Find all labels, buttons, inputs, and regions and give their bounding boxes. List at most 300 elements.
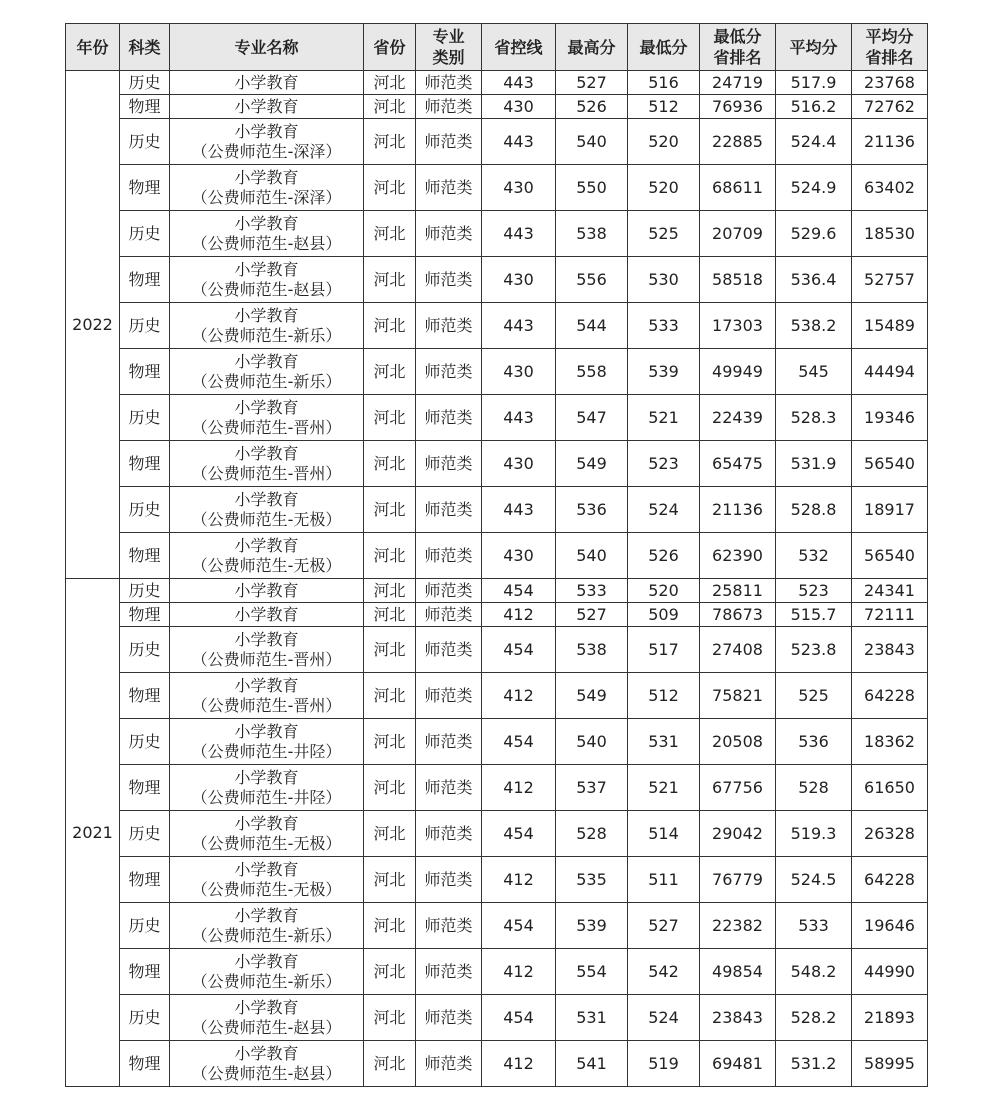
avg-rank-cell: 61650 xyxy=(852,765,928,811)
major-name: 小学教育 xyxy=(234,813,299,833)
min-cell: 520 xyxy=(628,119,700,165)
table-row xyxy=(66,257,928,303)
major-name: 小学教育 xyxy=(234,167,299,187)
control-cell: 443 xyxy=(482,303,556,349)
min-cell: 521 xyxy=(628,395,700,441)
avg-rank-cell: 64228 xyxy=(852,857,928,903)
major-subtitle: （公费师范生-晋州） xyxy=(191,695,342,715)
subject-cell: 物理 xyxy=(120,349,170,395)
category-cell: 师范类 xyxy=(416,627,482,673)
major-cell xyxy=(170,71,364,95)
max-cell: 526 xyxy=(556,95,628,119)
min-rank-cell: 23843 xyxy=(700,995,776,1041)
category-cell: 师范类 xyxy=(416,995,482,1041)
province-cell: 河北 xyxy=(364,95,416,119)
min-rank-cell: 65475 xyxy=(700,441,776,487)
min-rank-cell: 27408 xyxy=(700,627,776,673)
min-rank-cell: 25811 xyxy=(700,579,776,603)
avg-rank-cell: 23843 xyxy=(852,627,928,673)
min-rank-cell: 75821 xyxy=(700,673,776,719)
avg-rank-cell: 21893 xyxy=(852,995,928,1041)
province-cell: 河北 xyxy=(364,903,416,949)
control-cell: 430 xyxy=(482,257,556,303)
major-cell xyxy=(170,857,364,903)
major-name: 小学教育 xyxy=(234,397,299,417)
table-row xyxy=(66,119,928,165)
min-cell: 531 xyxy=(628,719,700,765)
major-cell xyxy=(170,719,364,765)
major-subtitle: （公费师范生-赵县） xyxy=(191,1017,342,1037)
min-cell: 511 xyxy=(628,857,700,903)
category-cell: 师范类 xyxy=(416,673,482,719)
table-row xyxy=(66,627,928,673)
min-rank-cell: 29042 xyxy=(700,811,776,857)
major-name: 小学教育 xyxy=(234,767,299,787)
header-row xyxy=(66,24,928,71)
subject-cell: 物理 xyxy=(120,165,170,211)
subject-cell: 历史 xyxy=(120,119,170,165)
header-min-score: 最低分 xyxy=(628,24,700,71)
min-rank-cell: 22439 xyxy=(700,395,776,441)
min-rank-cell: 68611 xyxy=(700,165,776,211)
max-cell: 558 xyxy=(556,349,628,395)
min-cell: 520 xyxy=(628,579,700,603)
avg-rank-cell: 18362 xyxy=(852,719,928,765)
avg-rank-cell: 19346 xyxy=(852,395,928,441)
major-subtitle: （公费师范生-晋州） xyxy=(191,649,342,669)
major-subtitle: （公费师范生-新乐） xyxy=(191,371,342,391)
category-cell: 师范类 xyxy=(416,303,482,349)
major-name: 小学教育 xyxy=(234,73,299,92)
avg-rank-cell: 72111 xyxy=(852,603,928,627)
province-cell: 河北 xyxy=(364,603,416,627)
major-subtitle: （公费师范生-无极） xyxy=(191,555,342,575)
subject-cell: 历史 xyxy=(120,903,170,949)
major-cell xyxy=(170,627,364,673)
category-cell: 师范类 xyxy=(416,719,482,765)
major-subtitle: （公费师范生-新乐） xyxy=(191,325,342,345)
major-cell xyxy=(170,395,364,441)
table-row xyxy=(66,71,928,95)
avg-rank-cell: 64228 xyxy=(852,673,928,719)
min-rank-cell: 20709 xyxy=(700,211,776,257)
table-row xyxy=(66,441,928,487)
table-row xyxy=(66,995,928,1041)
category-cell: 师范类 xyxy=(416,395,482,441)
major-subtitle: （公费师范生-井陉） xyxy=(191,787,342,807)
control-cell: 454 xyxy=(482,627,556,673)
avg-rank-cell: 24341 xyxy=(852,579,928,603)
major-name: 小学教育 xyxy=(234,997,299,1017)
province-cell: 河北 xyxy=(364,719,416,765)
province-cell: 河北 xyxy=(364,487,416,533)
subject-cell: 历史 xyxy=(120,211,170,257)
min-rank-cell: 78673 xyxy=(700,603,776,627)
major-cell xyxy=(170,349,364,395)
province-cell: 河北 xyxy=(364,673,416,719)
avg-cell: 548.2 xyxy=(776,949,852,995)
min-cell: 512 xyxy=(628,95,700,119)
max-cell: 538 xyxy=(556,211,628,257)
max-cell: 540 xyxy=(556,119,628,165)
province-cell: 河北 xyxy=(364,995,416,1041)
control-cell: 443 xyxy=(482,71,556,95)
max-cell: 540 xyxy=(556,533,628,579)
min-rank-cell: 76936 xyxy=(700,95,776,119)
major-subtitle: （公费师范生-赵县） xyxy=(191,279,342,299)
max-cell: 540 xyxy=(556,719,628,765)
major-cell xyxy=(170,95,364,119)
province-cell: 河北 xyxy=(364,395,416,441)
control-cell: 430 xyxy=(482,165,556,211)
subject-cell: 历史 xyxy=(120,487,170,533)
max-cell: 549 xyxy=(556,673,628,719)
major-subtitle: （公费师范生-新乐） xyxy=(191,971,342,991)
min-cell: 526 xyxy=(628,533,700,579)
avg-cell: 517.9 xyxy=(776,71,852,95)
table-row xyxy=(66,857,928,903)
major-cell xyxy=(170,165,364,211)
avg-cell: 519.3 xyxy=(776,811,852,857)
control-cell: 443 xyxy=(482,487,556,533)
major-name: 小学教育 xyxy=(234,213,299,233)
min-rank-cell: 76779 xyxy=(700,857,776,903)
year-cell: 2022 xyxy=(66,71,120,579)
avg-rank-cell: 56540 xyxy=(852,533,928,579)
min-rank-cell: 69481 xyxy=(700,1041,776,1087)
control-cell: 412 xyxy=(482,673,556,719)
major-subtitle: （公费师范生-赵县） xyxy=(191,1063,342,1083)
control-cell: 454 xyxy=(482,719,556,765)
subject-cell: 历史 xyxy=(120,579,170,603)
min-cell: 519 xyxy=(628,1041,700,1087)
max-cell: 537 xyxy=(556,765,628,811)
min-cell: 516 xyxy=(628,71,700,95)
table-row xyxy=(66,949,928,995)
min-rank-cell: 22382 xyxy=(700,903,776,949)
province-cell: 河北 xyxy=(364,857,416,903)
subject-cell: 物理 xyxy=(120,441,170,487)
major-name: 小学教育 xyxy=(234,535,299,555)
province-cell: 河北 xyxy=(364,533,416,579)
min-cell: 524 xyxy=(628,995,700,1041)
avg-rank-cell: 44990 xyxy=(852,949,928,995)
province-cell: 河北 xyxy=(364,811,416,857)
category-cell: 师范类 xyxy=(416,119,482,165)
table-row xyxy=(66,719,928,765)
min-rank-cell: 21136 xyxy=(700,487,776,533)
province-cell: 河北 xyxy=(364,71,416,95)
category-cell: 师范类 xyxy=(416,165,482,211)
control-cell: 443 xyxy=(482,211,556,257)
major-subtitle: （公费师范生-无极） xyxy=(191,833,342,853)
major-name: 小学教育 xyxy=(234,259,299,279)
header-major: 专业名称 xyxy=(170,24,364,71)
major-subtitle: （公费师范生-新乐） xyxy=(191,925,342,945)
header-min-rank: 最低分 省排名 xyxy=(700,24,776,71)
major-name: 小学教育 xyxy=(234,121,299,141)
major-cell xyxy=(170,303,364,349)
control-cell: 454 xyxy=(482,995,556,1041)
avg-cell: 525 xyxy=(776,673,852,719)
province-cell: 河北 xyxy=(364,257,416,303)
avg-cell: 538.2 xyxy=(776,303,852,349)
major-cell xyxy=(170,441,364,487)
avg-cell: 533 xyxy=(776,903,852,949)
avg-cell: 536 xyxy=(776,719,852,765)
header-category: 专业 类别 xyxy=(416,24,482,71)
avg-cell: 524.4 xyxy=(776,119,852,165)
max-cell: 527 xyxy=(556,603,628,627)
min-rank-cell: 67756 xyxy=(700,765,776,811)
major-name: 小学教育 xyxy=(234,97,299,116)
province-cell: 河北 xyxy=(364,303,416,349)
table-row xyxy=(66,533,928,579)
avg-cell: 523.8 xyxy=(776,627,852,673)
major-name: 小学教育 xyxy=(234,443,299,463)
header-max-score: 最高分 xyxy=(556,24,628,71)
table-row xyxy=(66,211,928,257)
header-year: 年份 xyxy=(66,24,120,71)
category-cell: 师范类 xyxy=(416,1041,482,1087)
subject-cell: 物理 xyxy=(120,765,170,811)
table-row xyxy=(66,487,928,533)
province-cell: 河北 xyxy=(364,765,416,811)
subject-cell: 物理 xyxy=(120,949,170,995)
major-name: 小学教育 xyxy=(234,859,299,879)
avg-cell: 516.2 xyxy=(776,95,852,119)
subject-cell: 历史 xyxy=(120,811,170,857)
major-name: 小学教育 xyxy=(234,489,299,509)
subject-cell: 物理 xyxy=(120,257,170,303)
max-cell: 544 xyxy=(556,303,628,349)
subject-cell: 历史 xyxy=(120,995,170,1041)
subject-cell: 物理 xyxy=(120,603,170,627)
major-cell xyxy=(170,811,364,857)
avg-cell: 536.4 xyxy=(776,257,852,303)
control-cell: 430 xyxy=(482,95,556,119)
category-cell: 师范类 xyxy=(416,71,482,95)
province-cell: 河北 xyxy=(364,579,416,603)
major-cell xyxy=(170,1041,364,1087)
control-cell: 443 xyxy=(482,119,556,165)
major-cell xyxy=(170,765,364,811)
province-cell: 河北 xyxy=(364,349,416,395)
major-cell xyxy=(170,533,364,579)
control-cell: 454 xyxy=(482,579,556,603)
major-name: 小学教育 xyxy=(234,305,299,325)
avg-cell: 528 xyxy=(776,765,852,811)
category-cell: 师范类 xyxy=(416,857,482,903)
min-cell: 527 xyxy=(628,903,700,949)
province-cell: 河北 xyxy=(364,211,416,257)
subject-cell: 物理 xyxy=(120,673,170,719)
min-rank-cell: 17303 xyxy=(700,303,776,349)
min-cell: 525 xyxy=(628,211,700,257)
avg-cell: 529.6 xyxy=(776,211,852,257)
avg-rank-cell: 18530 xyxy=(852,211,928,257)
header-control-line: 省控线 xyxy=(482,24,556,71)
max-cell: 535 xyxy=(556,857,628,903)
control-cell: 412 xyxy=(482,949,556,995)
major-subtitle: （公费师范生-无极） xyxy=(191,879,342,899)
category-cell: 师范类 xyxy=(416,603,482,627)
subject-cell: 物理 xyxy=(120,533,170,579)
subject-cell: 历史 xyxy=(120,71,170,95)
min-rank-cell: 58518 xyxy=(700,257,776,303)
admission-scores-table xyxy=(65,23,928,1087)
province-cell: 河北 xyxy=(364,949,416,995)
avg-rank-cell: 52757 xyxy=(852,257,928,303)
table-row xyxy=(66,903,928,949)
major-cell xyxy=(170,257,364,303)
avg-rank-cell: 44494 xyxy=(852,349,928,395)
avg-rank-cell: 63402 xyxy=(852,165,928,211)
table-body xyxy=(66,71,928,1087)
major-cell xyxy=(170,579,364,603)
category-cell: 师范类 xyxy=(416,95,482,119)
header-avg-rank: 平均分 省排名 xyxy=(852,24,928,71)
avg-cell: 528.8 xyxy=(776,487,852,533)
category-cell: 师范类 xyxy=(416,949,482,995)
category-cell: 师范类 xyxy=(416,487,482,533)
major-subtitle: （公费师范生-深泽） xyxy=(191,187,342,207)
max-cell: 533 xyxy=(556,579,628,603)
subject-cell: 物理 xyxy=(120,95,170,119)
avg-cell: 545 xyxy=(776,349,852,395)
control-cell: 454 xyxy=(482,903,556,949)
header-subject: 科类 xyxy=(120,24,170,71)
avg-cell: 531.2 xyxy=(776,1041,852,1087)
avg-cell: 531.9 xyxy=(776,441,852,487)
avg-rank-cell: 23768 xyxy=(852,71,928,95)
subject-cell: 物理 xyxy=(120,1041,170,1087)
category-cell: 师范类 xyxy=(416,349,482,395)
table-row xyxy=(66,1041,928,1087)
min-cell: 524 xyxy=(628,487,700,533)
major-name: 小学教育 xyxy=(234,629,299,649)
min-rank-cell: 62390 xyxy=(700,533,776,579)
major-subtitle: （公费师范生-晋州） xyxy=(191,463,342,483)
avg-rank-cell: 19646 xyxy=(852,903,928,949)
min-cell: 530 xyxy=(628,257,700,303)
avg-rank-cell: 18917 xyxy=(852,487,928,533)
major-name: 小学教育 xyxy=(234,675,299,695)
avg-rank-cell: 21136 xyxy=(852,119,928,165)
control-cell: 430 xyxy=(482,441,556,487)
min-cell: 521 xyxy=(628,765,700,811)
major-name: 小学教育 xyxy=(234,581,299,600)
table-row xyxy=(66,579,928,603)
category-cell: 师范类 xyxy=(416,257,482,303)
subject-cell: 物理 xyxy=(120,857,170,903)
control-cell: 443 xyxy=(482,395,556,441)
table-row xyxy=(66,673,928,719)
min-rank-cell: 24719 xyxy=(700,71,776,95)
major-cell xyxy=(170,903,364,949)
major-name: 小学教育 xyxy=(234,1043,299,1063)
major-name: 小学教育 xyxy=(234,905,299,925)
min-cell: 520 xyxy=(628,165,700,211)
control-cell: 412 xyxy=(482,603,556,627)
max-cell: 549 xyxy=(556,441,628,487)
control-cell: 454 xyxy=(482,811,556,857)
min-cell: 512 xyxy=(628,673,700,719)
min-cell: 514 xyxy=(628,811,700,857)
control-cell: 430 xyxy=(482,533,556,579)
max-cell: 554 xyxy=(556,949,628,995)
max-cell: 528 xyxy=(556,811,628,857)
major-name: 小学教育 xyxy=(234,605,299,624)
min-cell: 539 xyxy=(628,349,700,395)
min-cell: 533 xyxy=(628,303,700,349)
major-cell xyxy=(170,995,364,1041)
avg-cell: 515.7 xyxy=(776,603,852,627)
max-cell: 547 xyxy=(556,395,628,441)
max-cell: 556 xyxy=(556,257,628,303)
avg-cell: 523 xyxy=(776,579,852,603)
min-cell: 523 xyxy=(628,441,700,487)
major-subtitle: （公费师范生-晋州） xyxy=(191,417,342,437)
major-cell xyxy=(170,211,364,257)
category-cell: 师范类 xyxy=(416,765,482,811)
control-cell: 412 xyxy=(482,857,556,903)
table-row xyxy=(66,603,928,627)
category-cell: 师范类 xyxy=(416,811,482,857)
category-cell: 师范类 xyxy=(416,211,482,257)
avg-cell: 528.3 xyxy=(776,395,852,441)
max-cell: 536 xyxy=(556,487,628,533)
control-cell: 412 xyxy=(482,765,556,811)
min-cell: 509 xyxy=(628,603,700,627)
category-cell: 师范类 xyxy=(416,579,482,603)
avg-cell: 528.2 xyxy=(776,995,852,1041)
major-subtitle: （公费师范生-深泽） xyxy=(191,141,342,161)
year-cell: 2021 xyxy=(66,579,120,1087)
min-rank-cell: 20508 xyxy=(700,719,776,765)
avg-cell: 532 xyxy=(776,533,852,579)
max-cell: 527 xyxy=(556,71,628,95)
avg-rank-cell: 58995 xyxy=(852,1041,928,1087)
subject-cell: 历史 xyxy=(120,395,170,441)
avg-rank-cell: 15489 xyxy=(852,303,928,349)
header-province: 省份 xyxy=(364,24,416,71)
province-cell: 河北 xyxy=(364,627,416,673)
major-name: 小学教育 xyxy=(234,351,299,371)
min-rank-cell: 49949 xyxy=(700,349,776,395)
max-cell: 541 xyxy=(556,1041,628,1087)
header-avg-score: 平均分 xyxy=(776,24,852,71)
major-cell xyxy=(170,673,364,719)
major-cell xyxy=(170,487,364,533)
max-cell: 538 xyxy=(556,627,628,673)
subject-cell: 历史 xyxy=(120,627,170,673)
min-rank-cell: 49854 xyxy=(700,949,776,995)
table-row xyxy=(66,349,928,395)
category-cell: 师范类 xyxy=(416,441,482,487)
major-subtitle: （公费师范生-赵县） xyxy=(191,233,342,253)
table-row xyxy=(66,395,928,441)
major-cell xyxy=(170,119,364,165)
province-cell: 河北 xyxy=(364,1041,416,1087)
province-cell: 河北 xyxy=(364,119,416,165)
province-cell: 河北 xyxy=(364,441,416,487)
max-cell: 539 xyxy=(556,903,628,949)
major-cell xyxy=(170,949,364,995)
avg-rank-cell: 26328 xyxy=(852,811,928,857)
major-name: 小学教育 xyxy=(234,721,299,741)
subject-cell: 历史 xyxy=(120,303,170,349)
